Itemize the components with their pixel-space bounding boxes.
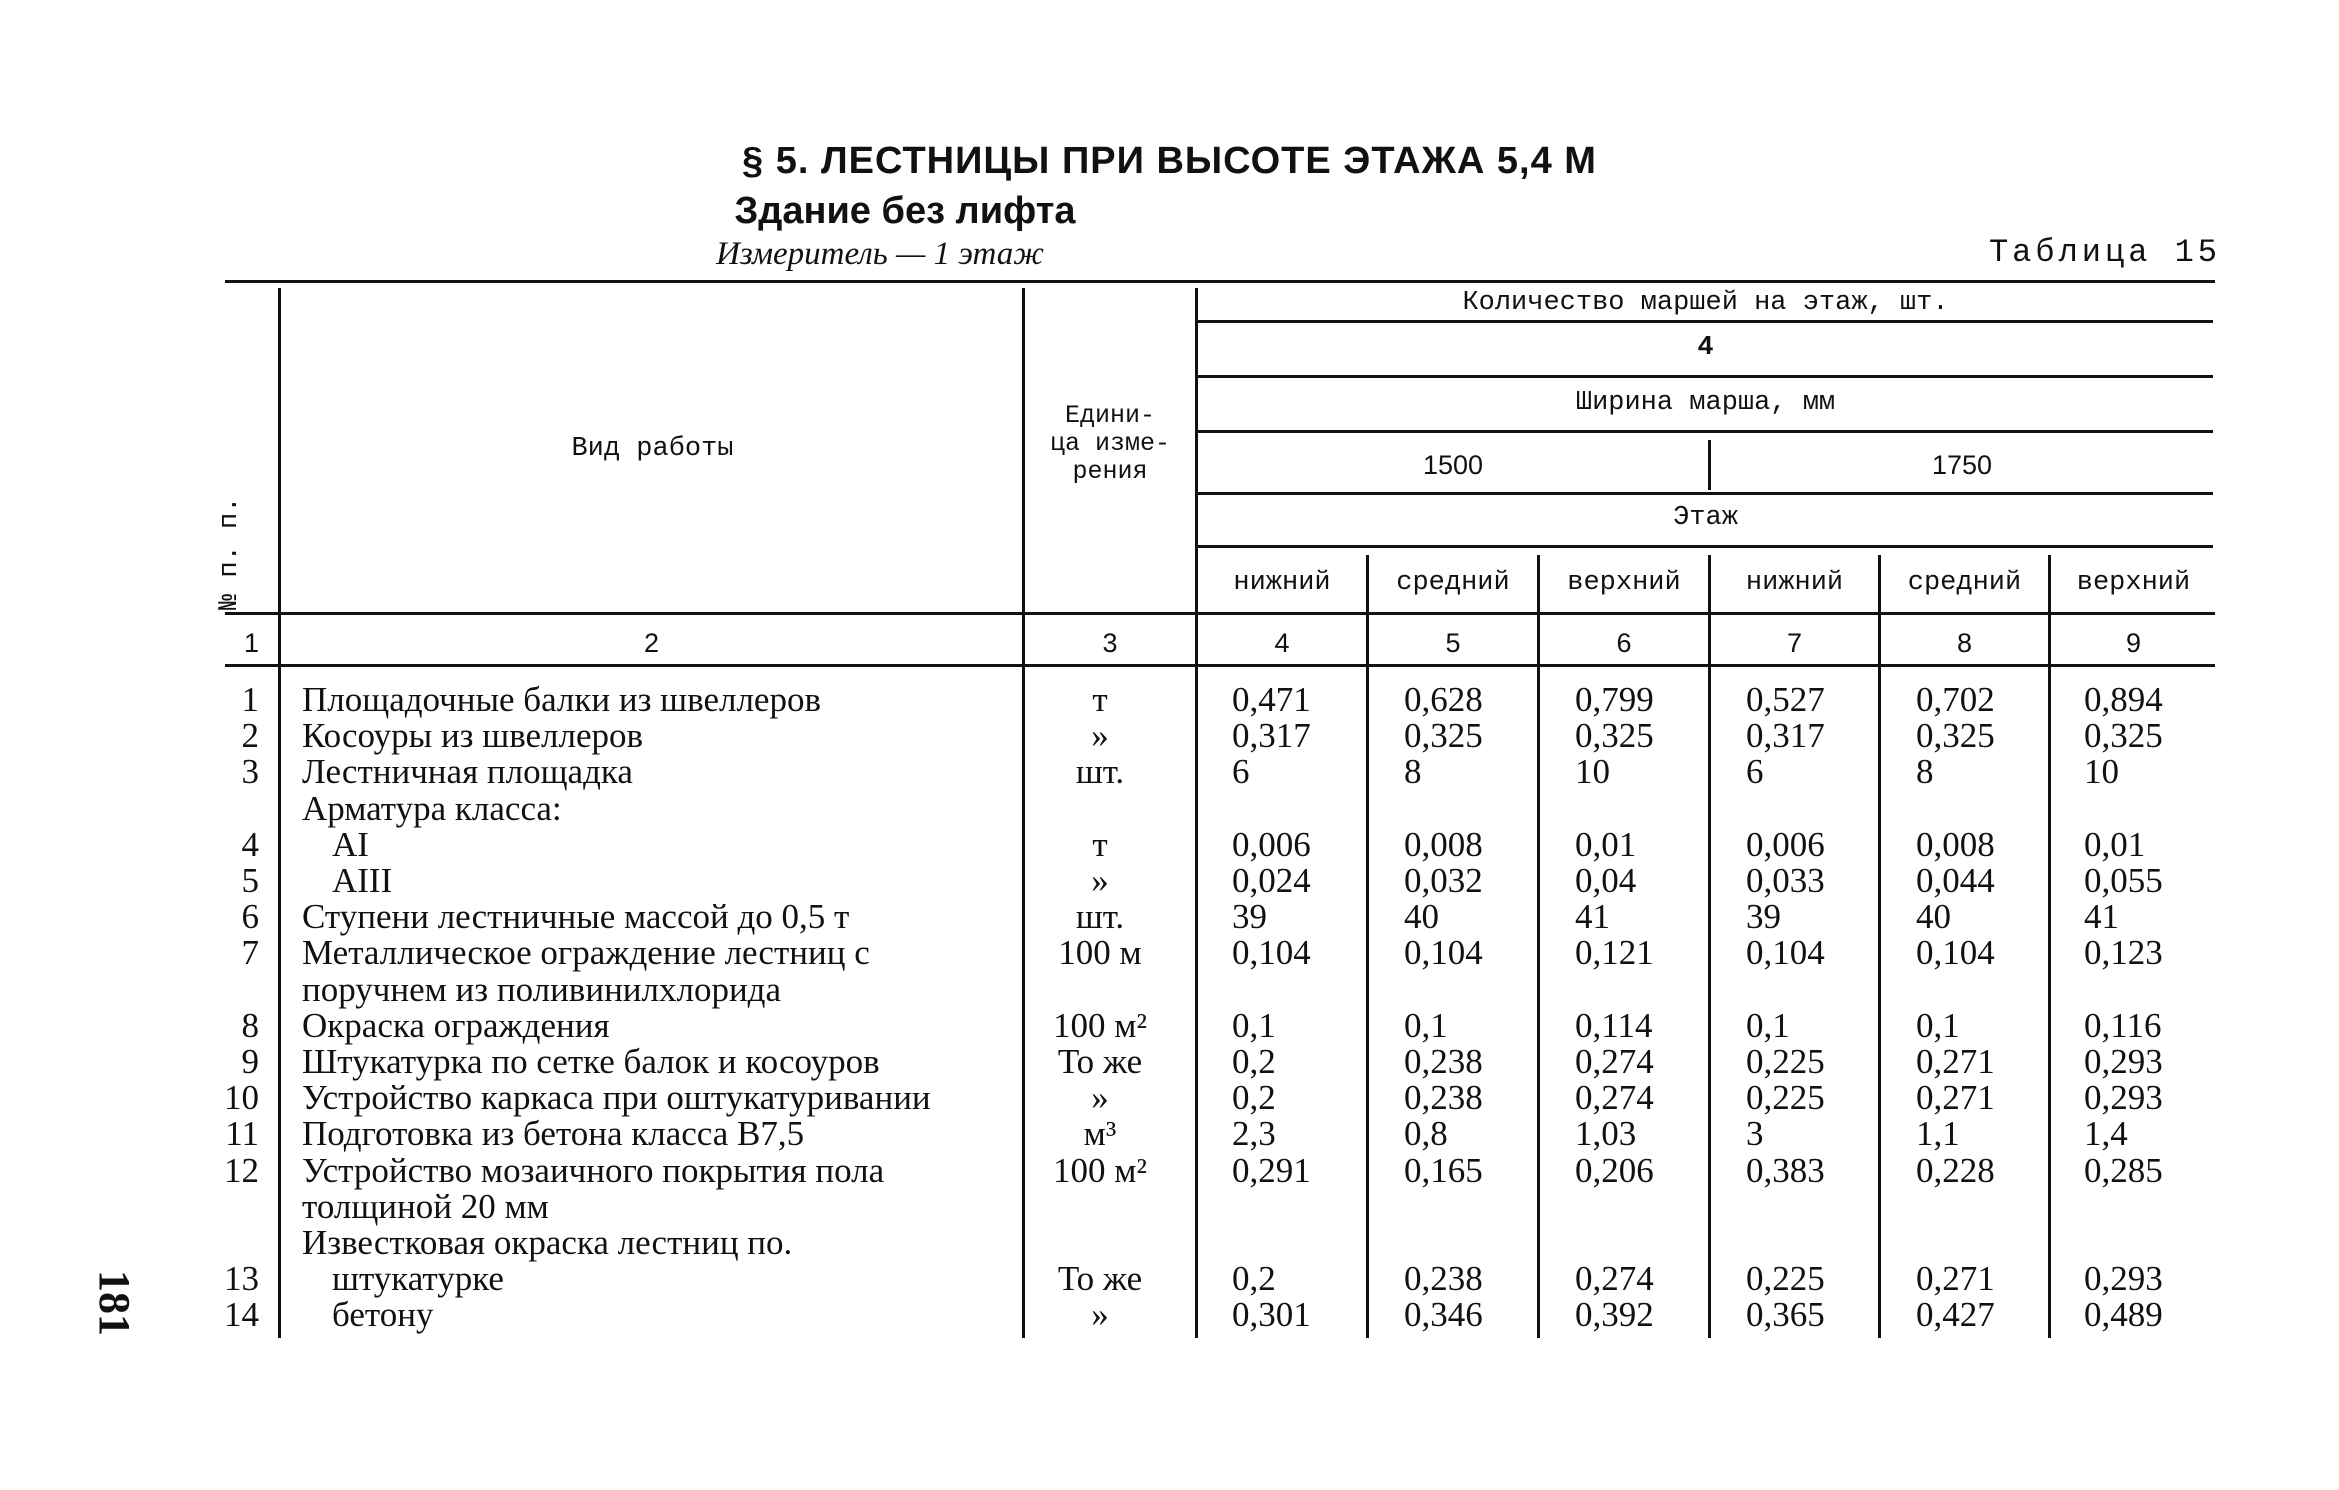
value-cell: 0,628 xyxy=(1404,680,1483,719)
row-number: 7 xyxy=(241,933,259,973)
table-top-rule xyxy=(225,280,2215,283)
value-cell: 0,044 xyxy=(1916,861,1995,900)
value-cell: 6 xyxy=(1232,752,1250,792)
unit-header-line: Едини- xyxy=(1064,401,1155,430)
col-number: 4 xyxy=(1274,628,1290,658)
widthval-rule xyxy=(1198,492,2213,495)
value-cell: 0,104 xyxy=(1232,933,1311,973)
unit-cell: » xyxy=(1091,1078,1109,1118)
measure-caption: Измеритель — 1 этаж xyxy=(716,236,1044,272)
value-cell: 1,4 xyxy=(2084,1114,2128,1154)
value-cell: 0,04 xyxy=(1575,861,1637,900)
value-cell: 0,274 xyxy=(1575,1259,1654,1299)
section-title: § 5. ЛЕСТНИЦЫ ПРИ ВЫСОТЕ ЭТАЖА 5,4 М xyxy=(742,140,1597,182)
width-value-1500: 1500 xyxy=(1422,450,1484,480)
row-number: 5 xyxy=(241,861,259,900)
col-number: 8 xyxy=(1956,628,1973,658)
value-cell: 39 xyxy=(1746,897,1781,937)
value-cell: 39 xyxy=(1232,897,1267,937)
row-number: 8 xyxy=(241,1005,259,1045)
unit-header-line: ца изме- xyxy=(1049,429,1171,458)
value-cell: 0,2 xyxy=(1232,1259,1276,1299)
value-cell: 0,1 xyxy=(1404,1005,1448,1045)
value-cell: 0,033 xyxy=(1746,861,1825,900)
unit-header-line: рения xyxy=(1072,457,1148,486)
floor-lower-1500: нижний xyxy=(1233,568,1331,598)
value-cell: 0,317 xyxy=(1232,716,1311,756)
col-rule-4 xyxy=(1366,555,1369,1338)
value-cell: 10 xyxy=(1575,752,1610,792)
work-description: Окраска ограждения xyxy=(302,1005,610,1045)
value-cell: 0,285 xyxy=(2084,1150,2163,1190)
unit-cell: т xyxy=(1092,824,1108,864)
value-cell: 0,274 xyxy=(1575,1078,1654,1118)
marches-rule xyxy=(1198,320,2213,323)
value-cell: 0,225 xyxy=(1746,1078,1825,1118)
work-description: Арматура класса: xyxy=(302,788,562,828)
value-cell: 0,228 xyxy=(1916,1150,1995,1190)
work-description: Подготовка из бетона класса В7,5 xyxy=(302,1114,805,1154)
unit-cell: » xyxy=(1091,1295,1109,1335)
value-cell: 0,2 xyxy=(1232,1042,1276,1081)
value-cell: 0,2 xyxy=(1232,1078,1276,1118)
value-cell: 0,325 xyxy=(1404,716,1483,756)
value-cell: 0,894 xyxy=(2084,680,2163,719)
value-cell: 0,527 xyxy=(1746,680,1825,719)
work-description: AIII xyxy=(332,861,393,900)
work-description: Штукатурка по сетке балок и косоуров xyxy=(302,1042,880,1081)
unit-cell: То же xyxy=(1057,1042,1143,1081)
value-cell: 0,317 xyxy=(1746,716,1825,756)
value-cell: 0,383 xyxy=(1746,1150,1825,1190)
col-rule-8 xyxy=(2048,555,2051,1338)
table-subtitle: Здание без лифта xyxy=(734,190,1076,232)
col-rule-5 xyxy=(1537,555,1540,1338)
value-cell: 0,114 xyxy=(1575,1005,1653,1045)
value-cell: 8 xyxy=(1916,752,1934,792)
value-cell: 0,427 xyxy=(1916,1295,1995,1335)
col-number: 5 xyxy=(1445,628,1461,658)
value-cell: 0,1 xyxy=(1232,1005,1276,1045)
work-description: Металлическое ограждение лестниц с xyxy=(302,933,870,973)
value-cell: 0,271 xyxy=(1916,1259,1995,1299)
work-description: толщиной 20 мм xyxy=(302,1186,549,1226)
floor-header: Этаж xyxy=(1673,503,1738,533)
page-number: 181 xyxy=(90,1270,139,1336)
value-cell: 0,1 xyxy=(1916,1005,1960,1045)
value-cell: 1,1 xyxy=(1916,1114,1960,1154)
col-rule-1 xyxy=(278,288,281,1338)
value-cell: 0,006 xyxy=(1232,824,1311,864)
col-number: 9 xyxy=(2125,628,2142,658)
value-cell: 0,104 xyxy=(1916,933,1995,973)
floor-rule xyxy=(1198,545,2213,548)
value-cell: 0,274 xyxy=(1575,1042,1654,1081)
value-cell: 3 xyxy=(1746,1114,1764,1154)
work-header: Вид работы xyxy=(571,434,734,464)
value-cell: 0,032 xyxy=(1404,861,1483,900)
row-number: 13 xyxy=(224,1259,259,1299)
value-cell: 0,165 xyxy=(1404,1150,1483,1190)
unit-cell: 100 м² xyxy=(1053,1150,1147,1190)
value-cell: 0,293 xyxy=(2084,1042,2163,1081)
value-cell: 0,365 xyxy=(1746,1295,1825,1335)
value-cell: 0,104 xyxy=(1404,933,1483,973)
value-cell: 41 xyxy=(2084,897,2119,937)
value-cell: 40 xyxy=(1916,897,1951,937)
colnum-bottom-rule xyxy=(225,664,2215,667)
value-cell: 0,301 xyxy=(1232,1295,1311,1335)
value-cell: 0,271 xyxy=(1916,1042,1995,1081)
unit-cell: То же xyxy=(1057,1259,1143,1299)
unit-cell: шт. xyxy=(1075,752,1125,792)
value-cell: 0,206 xyxy=(1575,1150,1654,1190)
width-rule xyxy=(1198,430,2213,433)
work-description: Устройство каркаса при оштукатуривании xyxy=(302,1078,931,1118)
unit-cell: 100 м xyxy=(1058,933,1142,973)
row-number: 4 xyxy=(241,824,259,864)
floor-lower-1750: нижний xyxy=(1745,568,1844,598)
value-cell: 0,702 xyxy=(1916,680,1995,719)
value-cell: 0,392 xyxy=(1575,1295,1654,1335)
unit-cell: т xyxy=(1092,680,1108,719)
floor-upper-1750: верхний xyxy=(2076,568,2191,598)
col-number: 7 xyxy=(1786,628,1803,658)
value-cell: 1,03 xyxy=(1575,1114,1637,1154)
value-cell: 0,346 xyxy=(1404,1295,1483,1335)
marches-header: Количество маршей на этаж, шт. xyxy=(1462,288,1949,318)
unit-cell: » xyxy=(1091,861,1109,900)
value-cell: 0,121 xyxy=(1575,933,1654,973)
col-number: 6 xyxy=(1616,628,1632,658)
marches-count: 4 xyxy=(1697,333,1714,363)
floor-middle-1500: средний xyxy=(1396,568,1510,598)
value-cell: 0,01 xyxy=(1575,824,1637,864)
col-rule-3 xyxy=(1195,288,1198,1338)
unit-cell: шт. xyxy=(1075,897,1125,937)
value-cell: 0,325 xyxy=(1575,716,1654,756)
col-rule-6 xyxy=(1708,555,1711,1338)
work-description: поручнем из поливинилхлорида xyxy=(302,969,782,1009)
width-value-1750: 1750 xyxy=(1931,450,1993,480)
value-cell: 6 xyxy=(1746,752,1764,792)
work-description: AI xyxy=(332,824,369,864)
value-cell: 0,489 xyxy=(2084,1295,2163,1335)
row-number: 14 xyxy=(224,1295,259,1335)
value-cell: 0,325 xyxy=(1916,716,1995,756)
floor-middle-1750: средний xyxy=(1907,568,2022,598)
row-number: 12 xyxy=(224,1150,259,1190)
col-number: 3 xyxy=(1102,628,1118,658)
row-number: 10 xyxy=(224,1078,259,1118)
value-cell: 0,1 xyxy=(1746,1005,1790,1045)
value-cell: 0,01 xyxy=(2084,824,2146,864)
value-cell: 0,799 xyxy=(1575,680,1654,719)
value-cell: 2,3 xyxy=(1232,1114,1276,1154)
count-rule xyxy=(1198,375,2213,378)
row-number: 11 xyxy=(225,1114,259,1154)
row-number: 2 xyxy=(241,716,259,756)
floor-upper-1500: верхний xyxy=(1567,568,1681,598)
col-rule-7 xyxy=(1878,555,1881,1338)
value-cell: 10 xyxy=(2084,752,2119,792)
value-cell: 0,238 xyxy=(1404,1078,1483,1118)
unit-header xyxy=(1025,402,1195,486)
unit-cell: 100 м² xyxy=(1053,1005,1147,1045)
value-cell: 0,293 xyxy=(2084,1078,2163,1118)
value-cell: 0,325 xyxy=(2084,716,2163,756)
row-number: 1 xyxy=(241,680,259,719)
value-cell: 41 xyxy=(1575,897,1610,937)
work-description: Ступени лестничные массой до 0,5 т xyxy=(302,897,850,937)
value-cell: 0,8 xyxy=(1404,1114,1448,1154)
col-number: 1 xyxy=(243,628,260,658)
work-description: штукатурке xyxy=(332,1259,504,1299)
value-cell: 0,104 xyxy=(1746,933,1825,973)
value-cell: 0,238 xyxy=(1404,1259,1483,1299)
value-cell: 0,293 xyxy=(2084,1259,2163,1299)
work-description: бетону xyxy=(332,1295,434,1335)
value-cell: 0,116 xyxy=(2084,1005,2162,1045)
table-label: Таблица 15 xyxy=(1988,234,2221,271)
work-description: Косоуры из швеллеров xyxy=(302,716,644,756)
work-description: Устройство мозаичного покрытия пола xyxy=(302,1150,885,1190)
value-cell: 0,291 xyxy=(1232,1150,1311,1190)
col-number: 2 xyxy=(643,628,660,658)
row-number: 3 xyxy=(241,752,259,792)
header-bottom-rule xyxy=(225,612,2215,615)
unit-cell: м³ xyxy=(1083,1114,1117,1154)
unit-cell: » xyxy=(1091,716,1109,756)
value-cell: 0,225 xyxy=(1746,1259,1825,1299)
value-cell: 0,225 xyxy=(1746,1042,1825,1081)
work-description: Лестничная площадка xyxy=(302,752,633,792)
value-cell: 8 xyxy=(1404,752,1422,792)
rownum-header: № п. п. xyxy=(215,496,245,610)
value-cell: 0,008 xyxy=(1404,824,1483,864)
value-cell: 0,238 xyxy=(1404,1042,1483,1081)
row-number: 6 xyxy=(241,897,259,937)
row-number: 9 xyxy=(241,1042,259,1081)
value-cell: 0,008 xyxy=(1916,824,1995,864)
value-cell: 0,471 xyxy=(1232,680,1311,719)
value-cell: 40 xyxy=(1404,897,1439,937)
work-description: Известковая окраска лестниц по. xyxy=(302,1223,793,1262)
value-cell: 0,123 xyxy=(2084,933,2163,973)
width-header: Ширина марша, мм xyxy=(1575,388,1836,418)
value-cell: 0,271 xyxy=(1916,1078,1995,1118)
value-cell: 0,055 xyxy=(2084,861,2163,900)
value-cell: 0,024 xyxy=(1232,861,1311,900)
value-cell: 0,006 xyxy=(1746,824,1825,864)
work-description: Площадочные балки из швеллеров xyxy=(302,680,821,719)
